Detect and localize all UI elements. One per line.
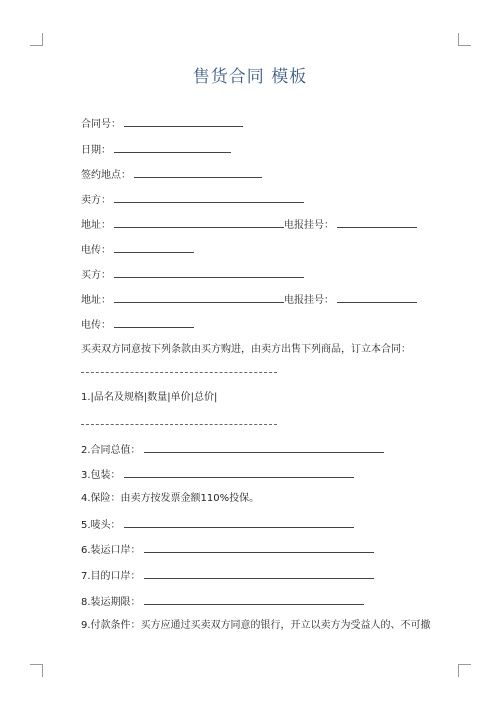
crop-mark-bottom-right xyxy=(458,664,471,677)
buyer-field xyxy=(81,267,304,283)
date-label: 日期： xyxy=(81,145,111,156)
seller-fax-blank[interactable] xyxy=(114,242,194,253)
total-value-blank[interactable] xyxy=(144,442,384,453)
port-of-loading-blank[interactable] xyxy=(144,542,374,553)
shipping-mark-clause xyxy=(81,517,354,533)
buyer-address-row xyxy=(81,292,417,308)
packing-clause xyxy=(81,467,354,483)
shipment-time-blank[interactable] xyxy=(144,594,364,605)
document-title: 售货合同 模板 xyxy=(192,67,308,87)
contract-number-blank[interactable] xyxy=(124,116,243,127)
goods-table-header: 1.|品名及规格|数量|单价|总价| xyxy=(81,392,218,403)
packing-blank[interactable] xyxy=(124,467,354,478)
signing-place-label: 签约地点： xyxy=(81,170,131,181)
contract-number-field xyxy=(81,116,243,132)
contract-number-label: 合同号： xyxy=(81,119,121,130)
signing-place-field xyxy=(81,167,262,183)
buyer-fax-blank[interactable] xyxy=(114,317,194,328)
separator-line xyxy=(81,424,277,425)
port-of-destination-blank[interactable] xyxy=(144,568,374,579)
date-blank[interactable] xyxy=(114,142,231,153)
intro-paragraph: 买卖双方同意按下列条款由买方购进，由卖方出售下列商品，订立本合同： xyxy=(81,344,411,355)
buyer-telegraph-blank[interactable] xyxy=(337,292,417,303)
crop-mark-top-right xyxy=(458,33,471,46)
buyer-address-blank[interactable] xyxy=(114,292,284,303)
crop-mark-top-left xyxy=(30,33,43,46)
buyer-fax-label: 电传： xyxy=(81,320,111,331)
seller-fax-field xyxy=(81,242,194,258)
shipping-mark-label: 5.唛头： xyxy=(81,520,121,531)
total-value-clause xyxy=(81,442,384,458)
packing-label: 3.包装： xyxy=(81,470,121,481)
seller-address-blank[interactable] xyxy=(114,217,284,228)
buyer-telegraph-label: 电报挂号： xyxy=(284,295,334,306)
total-value-label: 2.合同总值： xyxy=(81,445,141,456)
buyer-blank[interactable] xyxy=(114,267,304,278)
date-field xyxy=(81,142,231,158)
shipment-time-label: 8.装运期限： xyxy=(81,597,141,608)
seller-telegraph-blank[interactable] xyxy=(337,217,417,228)
separator-line xyxy=(81,372,277,373)
seller-address-row xyxy=(81,217,417,233)
seller-address-label: 地址： xyxy=(81,220,111,231)
shipping-mark-blank[interactable] xyxy=(124,517,354,528)
port-of-destination-clause xyxy=(81,568,374,584)
insurance-clause: 4.保险：由卖方按发票金额110%投保。 xyxy=(81,493,260,504)
port-of-loading-label: 6.装运口岸： xyxy=(81,545,141,556)
buyer-label: 买方： xyxy=(81,270,111,281)
shipment-time-clause xyxy=(81,594,364,610)
port-of-destination-label: 7.目的口岸： xyxy=(81,571,141,582)
signing-place-blank[interactable] xyxy=(134,167,262,178)
buyer-address-label: 地址： xyxy=(81,295,111,306)
buyer-fax-field xyxy=(81,317,194,333)
crop-mark-bottom-left xyxy=(30,664,43,677)
seller-field xyxy=(81,192,304,208)
seller-fax-label: 电传： xyxy=(81,245,111,256)
seller-telegraph-label: 电报挂号： xyxy=(284,220,334,231)
seller-blank[interactable] xyxy=(114,192,304,203)
payment-terms-clause: 9.付款条件：买方应通过买卖双方同意的银行，开立以卖方为受益人的、不可撤 xyxy=(81,620,431,631)
port-of-loading-clause xyxy=(81,542,374,558)
seller-label: 卖方： xyxy=(81,195,111,206)
